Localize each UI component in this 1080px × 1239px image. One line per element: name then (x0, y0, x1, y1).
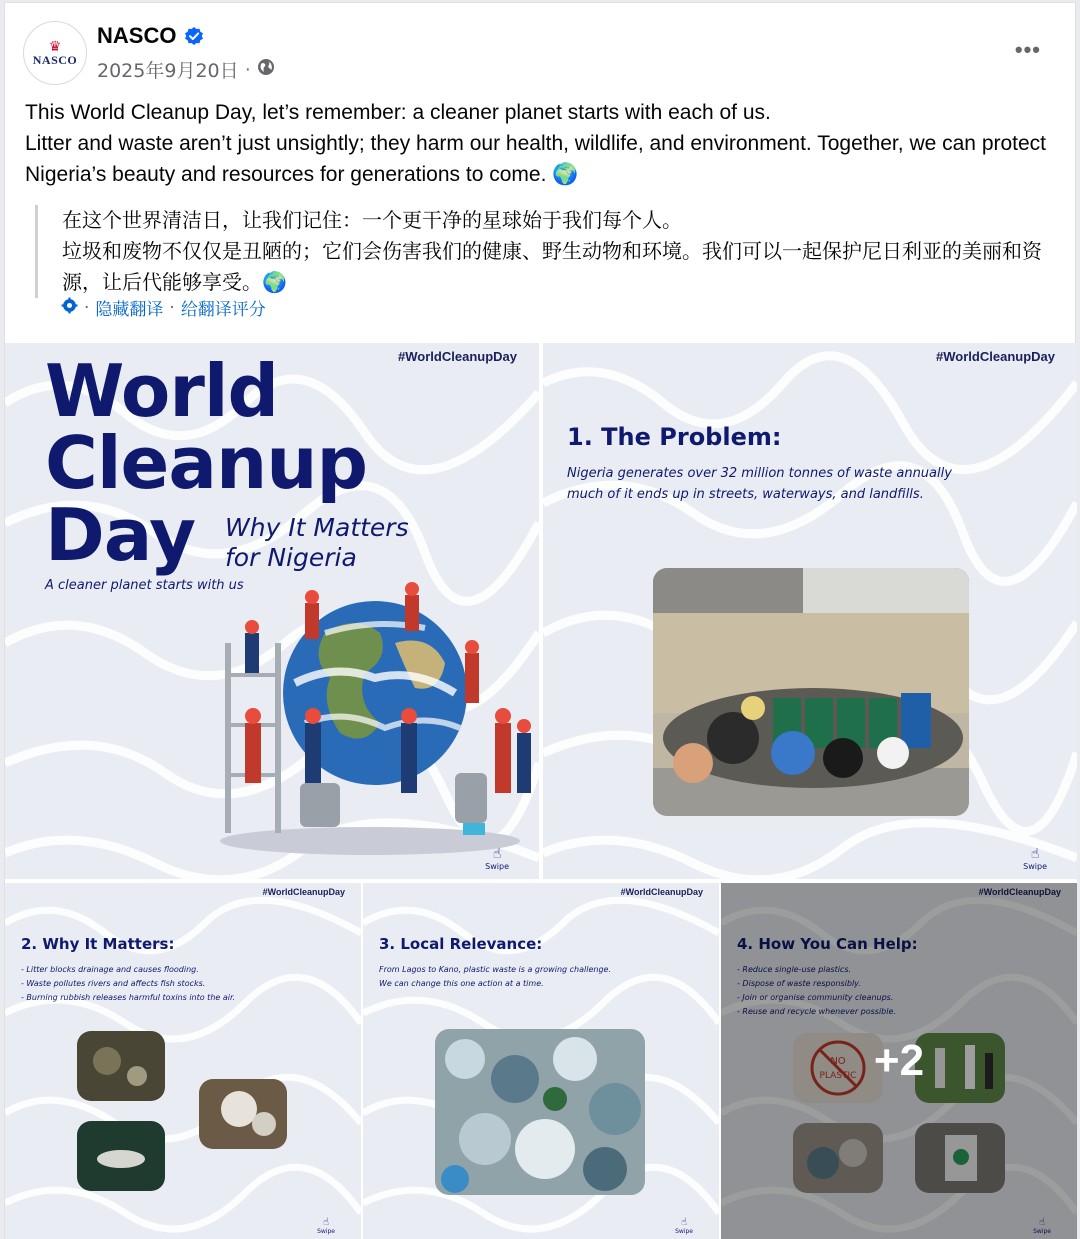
bullet-item: - Waste pollutes rivers and affects fish stocks. (21, 979, 206, 988)
translation-line: 垃圾和废物不仅仅是丑陋的；它们会伤害我们的健康、野生动物和环境。我们可以一起保护尼日利亚的美丽和资源，让后代能够享受。🌍 (62, 239, 1042, 294)
slide-heading: 2. Why It Matters: (21, 935, 175, 953)
post-text-line: Litter and waste aren’t just unsightly; they harm our health, wildlife, and environment. Together, we can protect Nigeria’s beauty and resources for generations to come. 🌍 (25, 132, 1047, 186)
bullet-item: - Reuse and recycle whenever possible. (737, 1007, 896, 1016)
bullet-item: - Burning rubbish releases harmful toxins into the air. (21, 993, 236, 1002)
post-meta (97, 56, 275, 83)
globe-workers-illustration (205, 573, 535, 863)
post-message (25, 97, 1065, 190)
swipe-hand-icon: ☝ (1039, 1217, 1046, 1228)
sign-text-no: NO (830, 1056, 846, 1067)
photo-grid (5, 343, 1077, 1239)
link-separator: · (169, 297, 175, 318)
link-separator: · (84, 297, 90, 318)
subtitle-line: Why It Matters (225, 513, 409, 542)
slide-subtitle (225, 513, 409, 573)
title-line: Cleanup (45, 421, 367, 505)
swipe-hint (675, 1217, 693, 1235)
swipe-hand-icon: ☝ (323, 1217, 330, 1228)
photo-tile-4[interactable] (363, 883, 719, 1239)
avatar-logo-text: NASCO (32, 53, 78, 67)
slide-heading: 3. Local Relevance: (379, 935, 543, 953)
hashtag-label: #WorldCleanupDay (398, 349, 517, 364)
more-options-icon[interactable]: ••• (1014, 37, 1041, 62)
page-name[interactable] (97, 23, 204, 49)
post-date[interactable]: 2025年9月20日 (97, 60, 239, 82)
photo-tile-1[interactable] (5, 343, 539, 879)
translation-line: 在这个世界清洁日，让我们记住：一个更干净的星球始于我们每个人。 (62, 208, 682, 232)
photo-tile-3[interactable] (5, 883, 361, 1239)
foam-river-photo (199, 1079, 287, 1149)
swipe-hint (485, 846, 509, 871)
slide-heading: 4. How You Can Help: (737, 935, 918, 953)
crown-icon: ♛ (48, 39, 62, 55)
swipe-hint (1023, 846, 1047, 871)
title-line: World (45, 349, 279, 433)
hashtag-label: #WorldCleanupDay (936, 349, 1055, 364)
hashtag-label: #WorldCleanupDay (620, 887, 703, 897)
slide-tagline: A cleaner planet starts with us (45, 578, 244, 593)
hide-translation-link[interactable]: 隐藏翻译 (95, 300, 164, 320)
page-name-text[interactable]: NASCO (97, 23, 177, 48)
body-line: Nigeria generates over 32 million tonnes of waste annually (567, 466, 952, 481)
translate-gear-icon[interactable] (61, 297, 78, 319)
swipe-hand-icon: ☝ (1030, 846, 1040, 862)
slide-bullets (21, 963, 351, 1005)
rate-translation-link[interactable]: 给翻译评分 (180, 300, 266, 320)
swipe-label: Swipe (1033, 1228, 1051, 1235)
dead-fish-photo (77, 1121, 165, 1191)
page-avatar[interactable] (23, 21, 87, 85)
garbage-street-photo (653, 568, 969, 816)
body-line: much of it ends up in streets, waterways, and landfills. (567, 487, 924, 502)
slide-body (379, 963, 709, 991)
slide-heading: 1. The Problem: (567, 423, 782, 451)
polluted-water-photo (77, 1031, 165, 1101)
swipe-hand-icon: ☝ (492, 846, 502, 862)
hashtag-label: #WorldCleanupDay (262, 887, 345, 897)
bullet-item: - Dispose of waste responsibly. (737, 979, 861, 988)
globe-icon[interactable] (257, 58, 275, 82)
translated-message (35, 205, 1045, 298)
meta-separator: · (244, 58, 251, 80)
bullet-item: - Join or organise community cleanups. (737, 993, 894, 1002)
swipe-hint (317, 1217, 335, 1235)
slide-body (567, 463, 1007, 505)
translation-links (61, 295, 266, 320)
more-photos-count[interactable]: +2 (873, 1036, 925, 1085)
swipe-label: Swipe (675, 1228, 693, 1235)
verified-badge-icon (184, 26, 204, 46)
sign-text-plastic: PLASTIC (819, 1071, 857, 1081)
post-card (4, 2, 1076, 1239)
swipe-label: Swipe (485, 862, 509, 871)
photo-tile-2[interactable] (543, 343, 1077, 879)
subtitle-line: for Nigeria (225, 543, 357, 572)
body-line: We can change this one action at a time. (379, 979, 544, 988)
bullet-item: - Litter blocks drainage and causes flooding. (21, 965, 199, 974)
swipe-label: Swipe (317, 1228, 335, 1235)
hashtag-label: #WorldCleanupDay (978, 887, 1061, 897)
swipe-hand-icon: ☝ (681, 1217, 688, 1228)
title-line: Day (45, 493, 196, 577)
body-line: From Lagos to Kano, plastic waste is a growing challenge. (379, 965, 611, 974)
bullet-item: - Reduce single-use plastics. (737, 965, 852, 974)
plastic-waste-photo (435, 1029, 645, 1195)
photo-tile-5[interactable] (721, 883, 1077, 1239)
post-text-line: This World Cleanup Day, let’s remember: a cleaner planet starts with each of us. (25, 101, 771, 124)
swipe-label: Swipe (1023, 862, 1047, 871)
